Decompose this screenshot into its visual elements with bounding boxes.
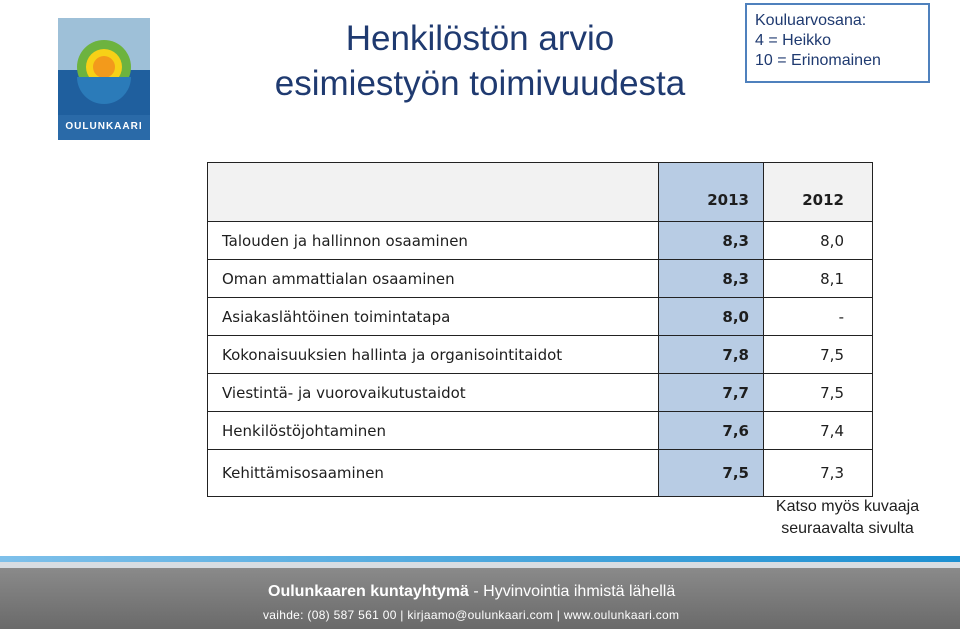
table-row	[208, 450, 873, 497]
row-2013: 8,0	[659, 298, 764, 336]
page-footer	[0, 568, 960, 629]
footer-contact: vaihde: (08) 587 561 00 | kirjaamo@oulunkaari.com | www.oulunkaari.com	[263, 608, 680, 622]
row-label: Kokonaisuuksien hallinta ja organisointitaidot	[208, 336, 659, 374]
header-2013: 2013	[659, 163, 764, 222]
note-line-2: seuraavalta sivulta	[781, 520, 914, 537]
scores-table	[207, 162, 873, 497]
row-2012: 7,3	[764, 450, 873, 497]
table-row	[208, 222, 873, 260]
note-line-1: Katso myös kuvaaja	[775, 498, 920, 515]
table-row	[208, 374, 873, 412]
row-label: Kehittämisosaaminen	[208, 450, 659, 497]
page-title	[250, 16, 710, 106]
header-2012: 2012	[764, 163, 873, 222]
row-2012: -	[764, 298, 873, 336]
header-label	[208, 163, 659, 222]
table-row	[208, 412, 873, 450]
grade-scale-legend	[745, 3, 930, 83]
see-chart-note	[760, 496, 935, 540]
row-2013: 7,8	[659, 336, 764, 374]
row-label: Asiakaslähtöinen toimintatapa	[208, 298, 659, 336]
legend-high: 10 = Erinomainen	[755, 52, 881, 69]
row-2012: 7,5	[764, 336, 873, 374]
title-line-2: esimiestyön toimivuudesta	[274, 64, 686, 103]
row-2013: 8,3	[659, 260, 764, 298]
row-label: Henkilöstöjohtaminen	[208, 412, 659, 450]
row-label: Talouden ja hallinnon osaaminen	[208, 222, 659, 260]
row-2012: 8,0	[764, 222, 873, 260]
table-row	[208, 260, 873, 298]
row-2012: 8,1	[764, 260, 873, 298]
row-label: Viestintä- ja vuorovaikutustaidot	[208, 374, 659, 412]
legend-heading: Kouluarvosana:	[755, 12, 867, 29]
title-line-1: Henkilöstön arvio	[345, 19, 615, 58]
table-row	[208, 298, 873, 336]
footer-org-name: Oulunkaaren kuntayhtymä	[268, 583, 469, 600]
footer-tagline: - Hyvinvointia ihmistä lähellä	[468, 583, 676, 600]
footer-org-line	[268, 583, 675, 601]
row-2013: 8,3	[659, 222, 764, 260]
row-2013: 7,7	[659, 374, 764, 412]
row-2013: 7,6	[659, 412, 764, 450]
row-2013: 7,5	[659, 450, 764, 497]
row-label: Oman ammattialan osaaminen	[208, 260, 659, 298]
table-header-row	[208, 163, 873, 222]
row-2012: 7,5	[764, 374, 873, 412]
legend-low: 4 = Heikko	[755, 32, 832, 49]
organization-logo	[58, 18, 150, 140]
table-row	[208, 336, 873, 374]
logo-wordmark: OULUNKAARI	[65, 121, 143, 132]
row-2012: 7,4	[764, 412, 873, 450]
